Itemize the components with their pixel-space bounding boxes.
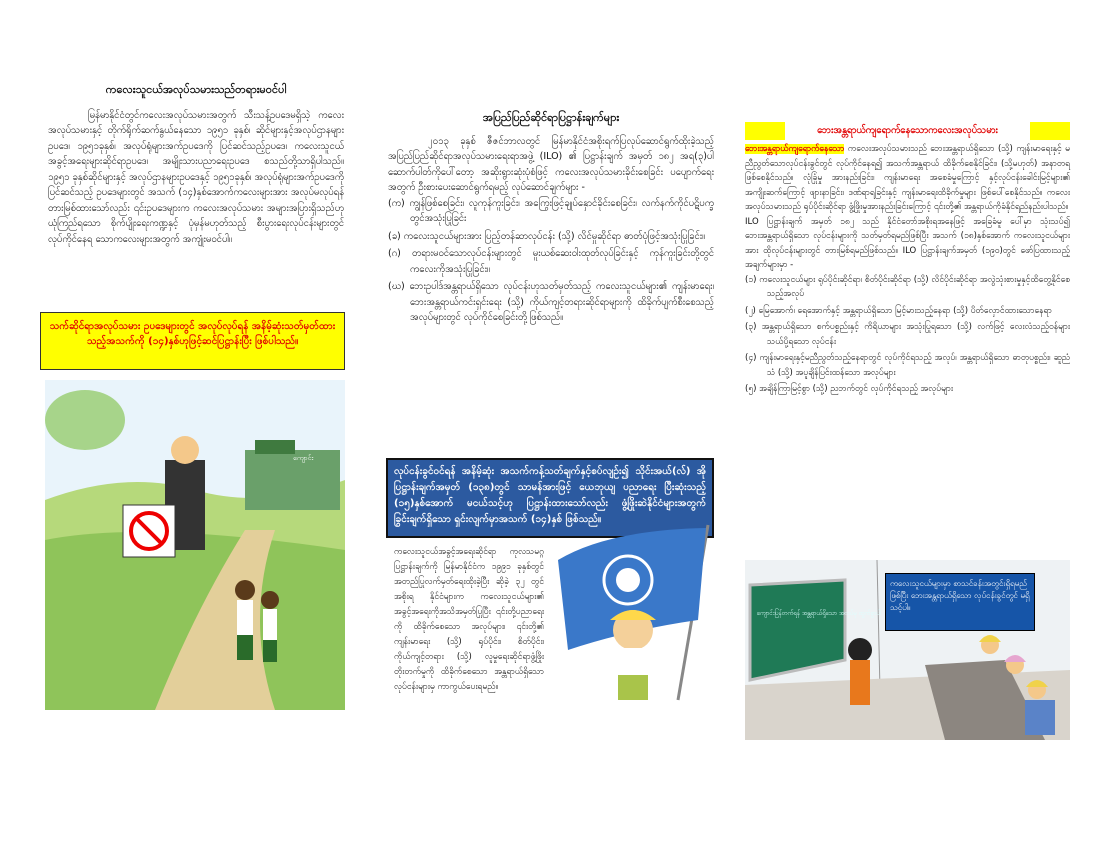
hazardous-work-list	[745, 273, 1070, 397]
right-paragraph-1: ကလေးအလုပ်သမားသည် ဘေးအန္တရာယ်ရှိသော (သို့) ကျန်းမာရေးနှင့် မညီညွတ်သောလုပ်ငန်းခွင်တွင် လုပ်ကိုင်နေရ၍ အသက်အန္တရာယ် ထိခိုက်စေနိုင်ခြင်း၊ (သို့မဟုတ်) အနာတရဖြစ်စေနိုင်သည်။ လုံခြုံမှု အားနည်းခြင်း၊ ကျန်းမာရေး အစေခံမှုကြောင့် နှင့်လုပ်ငန်းခေါင်းမြင့်များ၏ အကျိုးဆက်ကြောင့် ဖျားနာခြင်း၊ ဒဏ်ရာရခြင်းနှင့် ကျန်းမာရေးထိခိုက်မှုများ ဖြစ်ပေါ်စေနိုင်သည်။ ကလေးအလုပ်သမားသည် ရုပ်ပိုင်းဆိုင်ရာ ဖွံ့ဖြိုးမှုအားနည်းခြင်းကြောင့် ၎င်းတို့၏ အန္တရာယ်ကိုခံနိုင်ရည်နည်းပါသည်။	[745, 144, 1071, 212]
list-item	[745, 351, 1070, 380]
middle-body: ကလေးသူငယ်အခွင့်အရေးဆိုင်ရာ ကုလသမဂ္ဂပြဋ္ဌာန်းချက်ကို မြန်မာနိုင်ငံက ၁၉၉၁ ခုနှစ်တွင်အတည်ပြုလက်မှတ်ရေးထိုးခဲ့ပြီး ဆိုခဲ့ ၃၂ တွင် အစိုးရ နိုင်ငံများက ကလေးသူငယ်များ၏ အခွင့်အရေးကိုအသိအမှတ်ပြုပြီး ၎င်းတို့ပညာရေးကို ထိခိုက်စေသော အလုပ်များ၊ ၎င်းတို့၏ ကျန်းမာရေး (သို့) ရုပ်ပိုင်း၊ စိတ်ပိုင်း၊ ကိုယ်ကျင့်တရား (သို့) လူမှုရေးဆိုင်ရာဖွံ့ဖြိုးတိုးတက်မှုကို ထိခိုက်စေသော အန္တရာယ်ရှိသောလုပ်ငန်းများမှ ကာကွယ်ပေးရမည်။	[394, 547, 544, 692]
minimum-age-notice: သက်ဆိုင်ရာအလုပ်သမား ဥပဒေများတွင် အလုပ်လုပ်ရန် အနိမ့်ဆုံးသတ်မှတ်ထားသည့်အသက်ကို (၁၄)နှစ်ဟုဖြင့်ဆင်ပြဋ္ဌာန်းပြီး ဖြစ်ပါသည်။	[40, 312, 345, 370]
right-column	[745, 142, 1070, 399]
un-flag-illustration	[548, 520, 718, 705]
title-highlight-left	[745, 122, 785, 140]
list-item	[745, 304, 1070, 319]
left-paragraph: မြန်မာနိုင်ငံတွင်ကလေးအလုပ်သမားအတွက် သီးသန့်ဥပဒေမရှိသဲ့ ကလေးအလုပ်သမားနှင့် တိုက်ရိုက်ဆက်နွယ်နေသော ၁၉၅၁ ခုနှစ်၊ ဆိုင်များနှင့်အလုပ်ဌာနများ ဥပဒေ၊ ၁၉၅၁ခုနှစ်၊ အလုပ်ရုံများအက်ဥပဒေကို ပြင်ဆင်သည့်ဥပဒေ၊ ကလေးသူငယ်အခွင့်အရေးများဆိုင်ရာဥပဒေ၊ အမျိုးသားပညာရေးဥပဒေ စသည်တို့သာရှိပါသည်။ ၁၉၅၁ ခုနှစ်ဆိုင်များနှင့် အလုပ်ဌာနများဥပဒေနှင့် ၁၉၅၁ခုနှစ်၊ အလုပ်ရုံများအက်ဥပဒေကို ပြင်ဆင်သည့် ဥပဒေများတွင် အသက် (၁၄)နှစ်အောက်ကလေးများအား အလုပ်မလုပ်ရန်တားမြစ်ထားသော်လည်း ၎င်းဥပဒေများက ကလေးအလုပ်သမား အများအပြားရှိသည်ဟု ယုံကြည်ရသော စိုက်ပျိုးရေးကဏ္ဍနှင့် ပုံမှန်မဟုတ်သည့် စီးပွားရေးလုပ်ငန်းများတွင်လုပ်ကိုင်နေရ သောကလေးများအတွက် အကျုံးမဝင်ပါ။	[48, 109, 344, 245]
list-marker: (က)	[388, 197, 405, 209]
list-text: ဘေးဥပါဒ်အန္တရာယ်ရှိသော လုပ်ငန်းဟုသတ်မှတ်သည့် ကလေးသူငယ်များ၏ ကျန်းမာရေး၊ ဘေးအန္တရာယ်ကင်းရှင်းရေး (သို့) ကိုယ်ကျင့်တရားဆိုင်ရာများကို ထိခိုက်ပျက်စီးစေသည့် အလုပ်များတွင် လုပ်ကိုင်စေခြင်းတို့ဖြစ်သည်။	[409, 281, 714, 323]
list-marker: (၁)	[745, 274, 757, 285]
list-item	[745, 382, 1070, 397]
right-title	[745, 122, 1070, 140]
list-marker: (၃)	[745, 322, 757, 332]
list-text: ကလေးသူငယ်များအား ပြည့်တန်ဆာလုပ်ငန်း (သို့) လိင်မှုဆိုင်ရာ ဓာတ်ပုံဖြင့်အသုံးပြုခြင်း။	[403, 230, 706, 242]
right-title-text: ဘေးအန္တရာယ်ကျရောက်နေသောကလေးအလုပ်သမား	[817, 125, 998, 136]
middle-title: အပြည်ပြည်ဆိုင်ရာပြဋ္ဌာန်းချက်များ	[482, 111, 620, 124]
list-item	[745, 320, 1070, 349]
list-marker: (ခ)	[388, 230, 401, 242]
list-marker: (ဂ)	[388, 248, 401, 259]
list-text: ကျန်းမာရေးနှင့်မညီညွတ်သည့်နေရာတွင် လုပ်ကိုင်ရသည့် အလုပ်၊ အန္တရာယ်ရှိသော ဓာတုပစ္စည်း၊ ဆူညံသံ (သို့) အပူချိန်ပြင်းထန်သော အလုပ်များ	[759, 353, 1071, 378]
lead-highlight: ဘေးအန္တရာယ်ကျရောက်နေသော	[745, 144, 845, 154]
list-item	[388, 196, 714, 227]
list-text: အချိန်ကြာမြင့်စွာ (သို့) ညဘက်တွင် လုပ်ကိုင်ရသည့် အလုပ်များ	[759, 384, 953, 394]
left-column	[48, 82, 344, 247]
school-illustration	[45, 380, 345, 710]
title-highlight-right	[1030, 122, 1070, 140]
school-sign: ကျောင်း	[293, 454, 314, 462]
right-paragraph-2: ILO ပြဋ္ဌာန်းချက် အမှတ် ၁၈၂ သည် နိုင်ငံတော်အစိုးရအနေဖြင့် အခြေခံမူ ပေါ်မှာ သုံးသပ်၍ ဘေးအန္တရာယ်ရှိသော လုပ်ငန်းများကို သတ်မှတ်ရမည်ဖြစ်ပြီး အသက် (၁၈)နှစ်အောက် ကလေးသူငယ်များအား ထိုလုပ်ငန်းများတွင် တားမြစ်ရမည်ဖြစ်သည်။ ILO ပြဋ္ဌာန်းချက်အမှတ် (၁၉၀)တွင် ဖော်ပြထားသည့် အချက်များမှာ -	[745, 216, 1070, 270]
list-item	[388, 229, 714, 245]
list-item	[745, 273, 1070, 302]
middle-column	[388, 110, 714, 328]
list-item	[388, 279, 714, 326]
list-marker: (ဃ)	[388, 281, 405, 292]
list-text: ကလေးသူငယ်များ ရုပ်ပိုင်းဆိုင်ရာ၊ စိတ်ပိုင်းဆိုင်ရာ (သို့) လိင်ပိုင်းဆိုင်ရာ အလွဲသုံးစားမှုနှင့်ထိတွေ့နိုင်စေသည့်အလုပ်	[759, 274, 1070, 299]
list-item	[388, 246, 714, 277]
list-marker: (၅)	[745, 384, 757, 394]
list-text: အန္တရာယ်ရှိသော စက်ပစ္စည်းနှင့် ကိရိယာများ အသုံးပြုရသော (သို့) လက်ဖြင့် လေးလံသည့်ဝန်များ သယ်ပို့ရသော လုပ်ငန်း	[761, 322, 1070, 347]
list-text: တရားမဝင်သောလုပ်ငန်းများတွင် မူးယစ်ဆေးဝါးထုတ်လုပ်ခြင်းနှင့် ကုန်ကူးခြင်းတို့တွင် ကလေးကိုအသုံးပြုခြင်း။	[410, 248, 714, 275]
list-marker: (၂)	[745, 305, 756, 316]
list-text: မြေအောက်၊ ရေအောက်နှင့် အန္တရာယ်ရှိသော မြင့်မားသည့်နေရာ (သို့) ပိတ်လှောင်ထားသောနေရာ	[758, 305, 1052, 316]
blackboard-text: ကျောင်းပြန်တက်ရန် အန္တရာယ်ရှိသော အလုပ်မှ ထွက်ခွာပါ	[757, 610, 881, 617]
worst-forms-list	[388, 196, 714, 326]
classroom-message-box: ကလေးသူငယ်များမှာ စာသင်ခန်းအတွင်းရှိရမည်ဖြစ်ပြီး ဘေးအန္တရာယ်ရှိသော လုပ်ငန်းခွင်တွင် မရှိသင့်ပါ။	[885, 573, 1035, 631]
ilo-138-highlight-box: လုပ်ငန်းခွင်ဝင်ရန် အနိမ့်ဆုံး အသက်ကန့်သတ်ချက်နှင့်စပ်လျဉ်း၍ သိုင်းအယ်(လ်) အိုပြဋ္ဌာန်းချက်အမှတ် (၁၃၈)တွင် သာမန်အားဖြင့် ယေဘုယျ ပညာရေး ပြီးဆုံးသည့် (၁၅)နှစ်အောက် မငယ်သင့်ဟု ပြဋ္ဌာန်းထားသော်လည်း ဖွံ့ဖြိုးဆဲနိုင်ငံများအတွက် ခြွင်းချက်ရှိသော ရှင်းလျက်မှာအသက် (၁၄)နှစ် ဖြစ်သည်။	[386, 458, 714, 538]
list-text: ကျွန်ဖြစ်စေခြင်း၊ လူကုန်ကူးခြင်း၊ အကြွေးဖြင့်ချုပ်နှောင်ခိုင်းစေခြင်း၊ လက်နက်ကိုင်ပဋိပက္ခတွင်အသုံးပြုခြင်း	[409, 197, 714, 224]
list-marker: (၄)	[745, 353, 757, 363]
left-title: ကလေးသူငယ်အလုပ်သမားသည်တရားမဝင်ပါ	[105, 83, 287, 96]
middle-intro: ၂၀၁၃ ခုနှစ် ဇီဇင်ဘာလတွင် မြန်မာနိုင်ငံအစိုးရက်ပြလုပ်ဆောင်ရွက်ထိုးခဲ့သည့် အပြည်ပြည်ဆိုင်ရာအလုပ်သမားရေးရာအဖွဲ့ (ILO) ၏ ပြဋ္ဌာန်းချက် အမှတ် ၁၈၂ အရ(၃)ပါ ဆောက်ပါတ်ကိုပေါ်တော့ အဆိုးရွားဆုံးပုံစံဖြင့် ကလေးအလုပ်သမားခိုင်းစေခြင်း ပပျောက်ရေးအတွက် ဦးစားပေးဆောင်ရွက်ရမည့် လုပ်ဆောင်ချက်များ -	[388, 135, 714, 193]
